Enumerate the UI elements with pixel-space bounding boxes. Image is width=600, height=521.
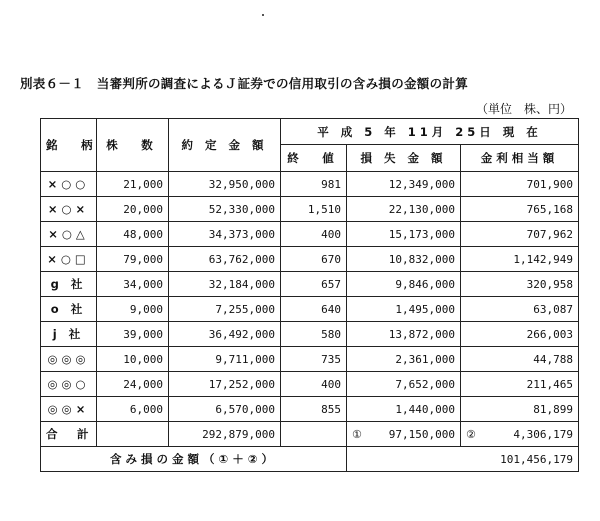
header-row-1 xyxy=(41,119,579,145)
cell-name: ◎◎× xyxy=(41,397,97,422)
cell-interest: 701,900 xyxy=(461,172,579,197)
cell-loss: 1,495,000 xyxy=(347,297,461,322)
cell-loss: 9,846,000 xyxy=(347,272,461,297)
sum-loss: 97,150,000 xyxy=(388,427,455,441)
cell-contract: 32,184,000 xyxy=(169,272,281,297)
cell-shares: 21,000 xyxy=(97,172,169,197)
cell-shares: 34,000 xyxy=(97,272,169,297)
cell-loss: 2,361,000 xyxy=(347,347,461,372)
table-row xyxy=(41,247,579,272)
cell-name: ×○× xyxy=(41,197,97,222)
cell-shares: 79,000 xyxy=(97,247,169,272)
cell-close: 400 xyxy=(281,372,347,397)
sum-contract: 292,879,000 xyxy=(169,422,281,447)
cell-interest: 81,899 xyxy=(461,397,579,422)
sum-loss-cell xyxy=(347,422,461,447)
table-row xyxy=(41,397,579,422)
header-contract: 約 定 金 額 xyxy=(169,119,281,172)
cell-contract: 63,762,000 xyxy=(169,247,281,272)
sum-shares-empty xyxy=(97,422,169,447)
cell-shares: 24,000 xyxy=(97,372,169,397)
cell-name: ×○□ xyxy=(41,247,97,272)
header-close: 終 値 xyxy=(281,145,347,172)
table-row xyxy=(41,172,579,197)
cell-interest: 765,168 xyxy=(461,197,579,222)
table-row xyxy=(41,197,579,222)
sum-label: 合 計 xyxy=(41,422,97,447)
cell-interest: 266,003 xyxy=(461,322,579,347)
cell-close: 855 xyxy=(281,397,347,422)
unit-note: （単位 株、円） xyxy=(475,102,572,116)
cell-close: 400 xyxy=(281,222,347,247)
cell-interest: 1,142,949 xyxy=(461,247,579,272)
cell-contract: 52,330,000 xyxy=(169,197,281,222)
cell-interest: 707,962 xyxy=(461,222,579,247)
cell-name: ×○△ xyxy=(41,222,97,247)
table-row xyxy=(41,347,579,372)
cell-interest: 44,788 xyxy=(461,347,579,372)
cell-close: 580 xyxy=(281,322,347,347)
header-name: 銘 柄 xyxy=(41,119,97,172)
cell-close: 735 xyxy=(281,347,347,372)
cell-shares: 39,000 xyxy=(97,322,169,347)
cell-loss: 1,440,000 xyxy=(347,397,461,422)
sum-close-empty xyxy=(281,422,347,447)
cell-close: 657 xyxy=(281,272,347,297)
table-row xyxy=(41,322,579,347)
table-title: 別表６－１ 当審判所の調査によるＪ証券での信用取引の含み損の金額の計算 xyxy=(20,76,469,91)
table-row xyxy=(41,222,579,247)
cell-name: ◎◎○ xyxy=(41,372,97,397)
table-row xyxy=(41,297,579,322)
cell-shares: 9,000 xyxy=(97,297,169,322)
cell-shares: 20,000 xyxy=(97,197,169,222)
cell-interest: 211,465 xyxy=(461,372,579,397)
cell-name: j 社 xyxy=(41,322,97,347)
sum-interest-cell xyxy=(461,422,579,447)
sum-row xyxy=(41,422,579,447)
cell-close: 981 xyxy=(281,172,347,197)
sum-interest: 4,306,179 xyxy=(513,427,573,441)
cell-contract: 7,255,000 xyxy=(169,297,281,322)
stray-dot xyxy=(262,14,264,16)
table-row xyxy=(41,272,579,297)
cell-contract: 34,373,000 xyxy=(169,222,281,247)
cell-contract: 36,492,000 xyxy=(169,322,281,347)
cell-name: o 社 xyxy=(41,297,97,322)
cell-contract: 6,570,000 xyxy=(169,397,281,422)
cell-interest: 320,958 xyxy=(461,272,579,297)
cell-loss: 12,349,000 xyxy=(347,172,461,197)
cell-name: g 社 xyxy=(41,272,97,297)
cell-loss: 13,872,000 xyxy=(347,322,461,347)
cell-name: ◎◎◎ xyxy=(41,347,97,372)
loss-calculation-table xyxy=(40,118,579,472)
cell-close: 670 xyxy=(281,247,347,272)
total-label: 含み損の金額（①＋②） xyxy=(41,447,347,472)
header-loss: 損 失 金 額 xyxy=(347,145,461,172)
cell-interest: 63,087 xyxy=(461,297,579,322)
header-date-group: 平 成 5 年 11月 25日 現 在 xyxy=(281,119,579,145)
total-row xyxy=(41,447,579,472)
cell-contract: 32,950,000 xyxy=(169,172,281,197)
header-interest: 金利相当額 xyxy=(461,145,579,172)
cell-loss: 15,173,000 xyxy=(347,222,461,247)
cell-close: 640 xyxy=(281,297,347,322)
cell-loss: 22,130,000 xyxy=(347,197,461,222)
cell-shares: 10,000 xyxy=(97,347,169,372)
sum-loss-marker: ① xyxy=(352,427,362,441)
cell-contract: 17,252,000 xyxy=(169,372,281,397)
sum-interest-marker: ② xyxy=(466,427,476,441)
cell-loss: 7,652,000 xyxy=(347,372,461,397)
cell-loss: 10,832,000 xyxy=(347,247,461,272)
cell-contract: 9,711,000 xyxy=(169,347,281,372)
total-value: 101,456,179 xyxy=(347,447,579,472)
cell-shares: 6,000 xyxy=(97,397,169,422)
cell-shares: 48,000 xyxy=(97,222,169,247)
header-shares: 株 数 xyxy=(97,119,169,172)
cell-name: ×○○ xyxy=(41,172,97,197)
table-row xyxy=(41,372,579,397)
cell-close: 1,510 xyxy=(281,197,347,222)
